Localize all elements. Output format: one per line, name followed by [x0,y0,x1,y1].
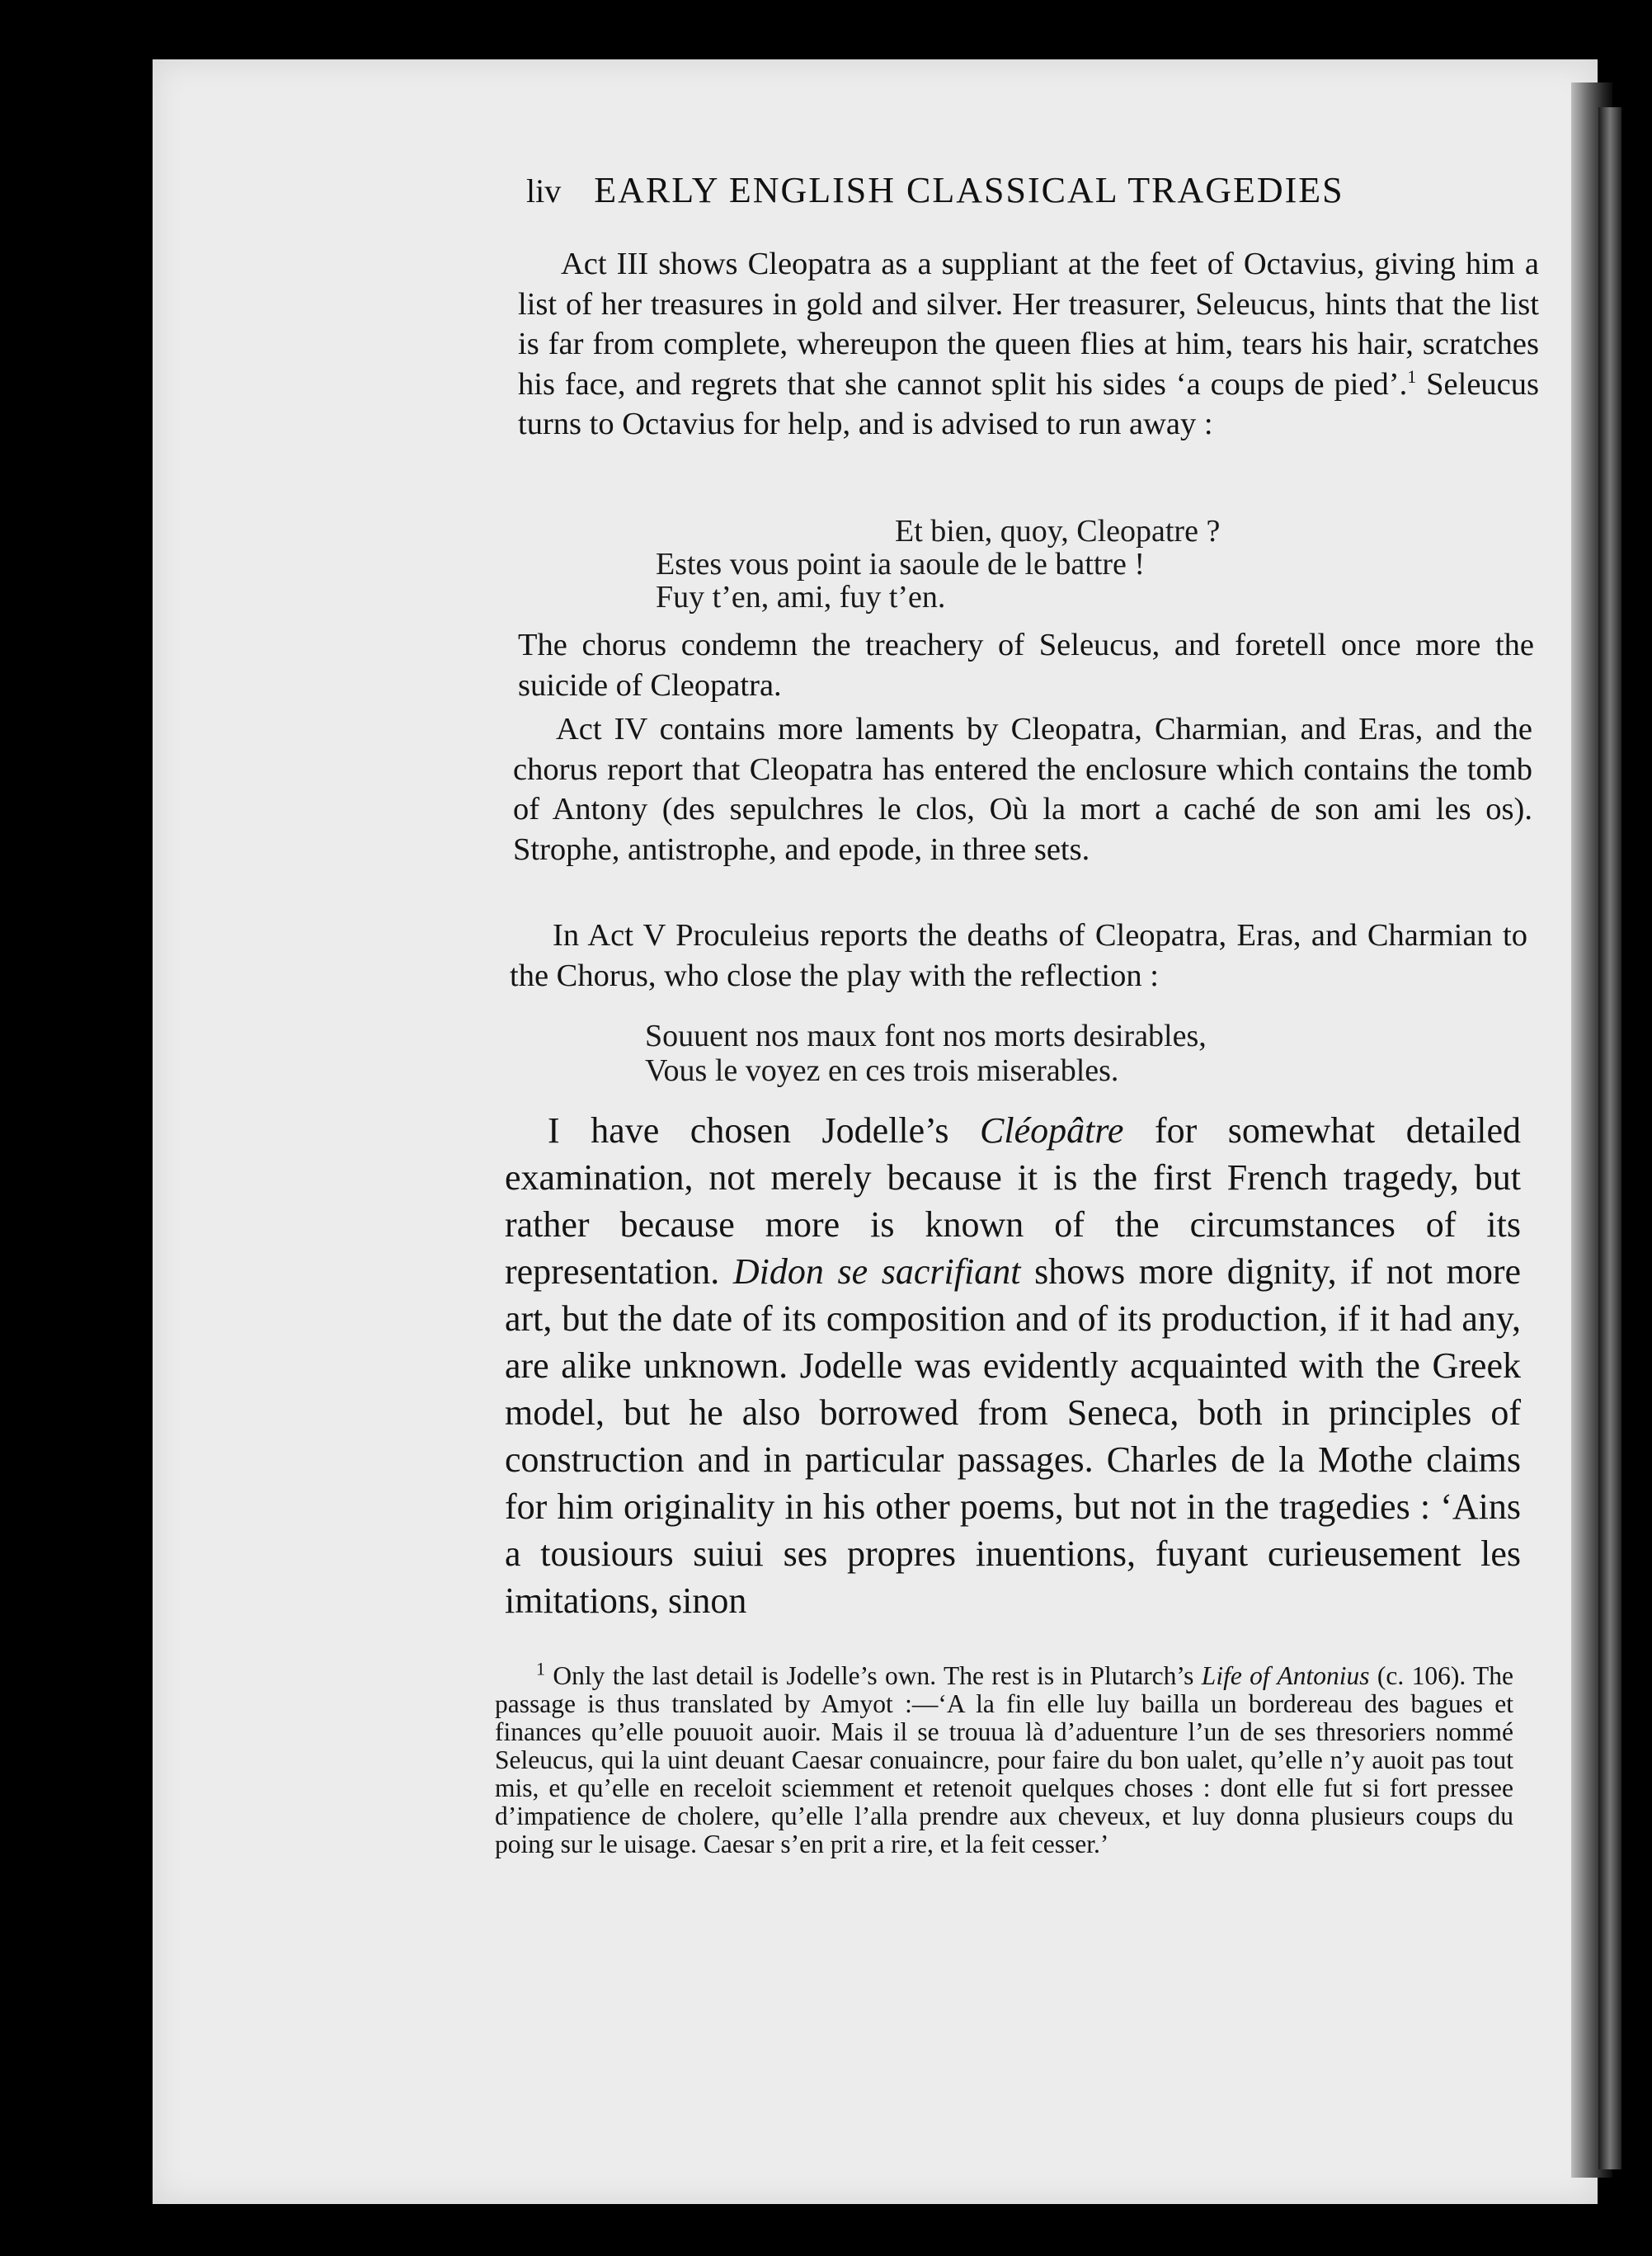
footnote-text-a: Only the last detail is Jodelle’s own. The rest is in Plutarch’s [545,1661,1202,1690]
work-title-didon: Didon se sacrifiant [732,1251,1021,1292]
work-title-cleopatre: Cléopâtre [980,1110,1124,1151]
paragraph-jodelle [505,1107,1521,1624]
paragraph-act-iii [518,244,1539,445]
footnote [495,1658,1513,1858]
running-header [526,169,1458,211]
paragraph-act-iii-text: Act III shows Cleopatra as a suppliant at the feet of Octavius, giving him a list of her treasures in gold and silver. Her treasurer, Seleucus, hints that the list is far from complete, whereupon the queen flies at him, tears his hair, scratches his face, and regrets that she cannot split his sides ‘a coups de pied’. [518,247,1539,402]
footnote-mark: 1 [536,1658,545,1679]
quote-line-1: Et bien, quoy, Cleopatre ? [895,514,1221,549]
paragraph-act-iii-tail: Seleucus turns to Octavius for help, and is advised to run away : [518,366,1539,441]
paragraph-jodelle-text-a: I have chosen Jodelle’s [548,1110,981,1151]
paragraph-act-iv [513,709,1532,869]
quote-line-3: Fuy t’en, ami, fuy t’en. [656,580,946,615]
running-title: EARLY ENGLISH CLASSICAL TRAGEDIES [594,170,1344,210]
quote-line-5: Vous le voyez en ces trois miserables. [645,1053,1119,1088]
paragraph-chorus [518,625,1534,705]
paragraph-act-iv-text: Act IV contains more laments by Cleopatra, Charmian, and Eras, and the chorus report that Cleopatra has entered the enclosure which contains the tomb of Antony (des sepulchres le clos, Où la mort a caché de son ami les os). Strophe, antistrophe, and epode, in three sets. [513,712,1532,867]
paragraph-jodelle-text-b: for somewhat detailed examination, not merely because it is the first French tragedy, but rather because more is known of the circumstances of its representation. [505,1110,1521,1292]
paragraph-act-v [510,916,1527,996]
paragraph-chorus-text: The chorus condemn the treachery of Seleucus, and foretell once more the suicide of Cleopatra. [518,628,1534,703]
quote-line-4: Souuent nos maux font nos morts desirables, [645,1019,1207,1053]
book-edge-binding [1598,107,1621,2169]
quote-line-2: Estes vous point ia saoule de le battre ! [656,547,1146,582]
paragraph-jodelle-text-c: shows more dignity, if not more art, but the date of its composition and of its production, if it had any, are alike unknown. Jodelle was evidently acquainted with the Greek model, but he also borrowed from Seneca, both in principles of construction and in particular passages. Charles de la Mothe claims for him originality in his other poems, but not in the tragedies : ‘Ains a tousiours suiui ses propres inuentions, fuyant curieusement les imitations, sinon [505,1251,1521,1621]
footnote-work-title: Life of Antonius [1201,1661,1370,1690]
footnote-reference-mark: 1 [1407,365,1417,387]
page-number: liv [526,172,562,210]
paragraph-act-v-text: In Act V Proculeius reports the deaths of Cleopatra, Eras, and Charmian to the Chorus, who close the play with the reflection : [510,918,1527,993]
footnote-text-b: (c. 106). The passage is thus translated by Amyot :—‘A la fin elle luy bailla un bordereau des bagues et finances qu’elle pouuoit auoir. Mais il se trouua là d’aduenture l’un de ses thresoriers nommé Seleucus, qui la uint deuant Caesar conuaincre, pour faire du bon ualet, qu’elle n’y auoit pas tout mis, et qu’elle en receloit sciemment et retenoit quelques choses : dont elle fut si fort pressee d’impatience de cholere, qu’elle l’alla prendre aux cheveux, et luy donna plusieurs coups du poing sur le uisage. Caesar s’en prit a rire, et la feit cesser.’ [495,1661,1513,1858]
